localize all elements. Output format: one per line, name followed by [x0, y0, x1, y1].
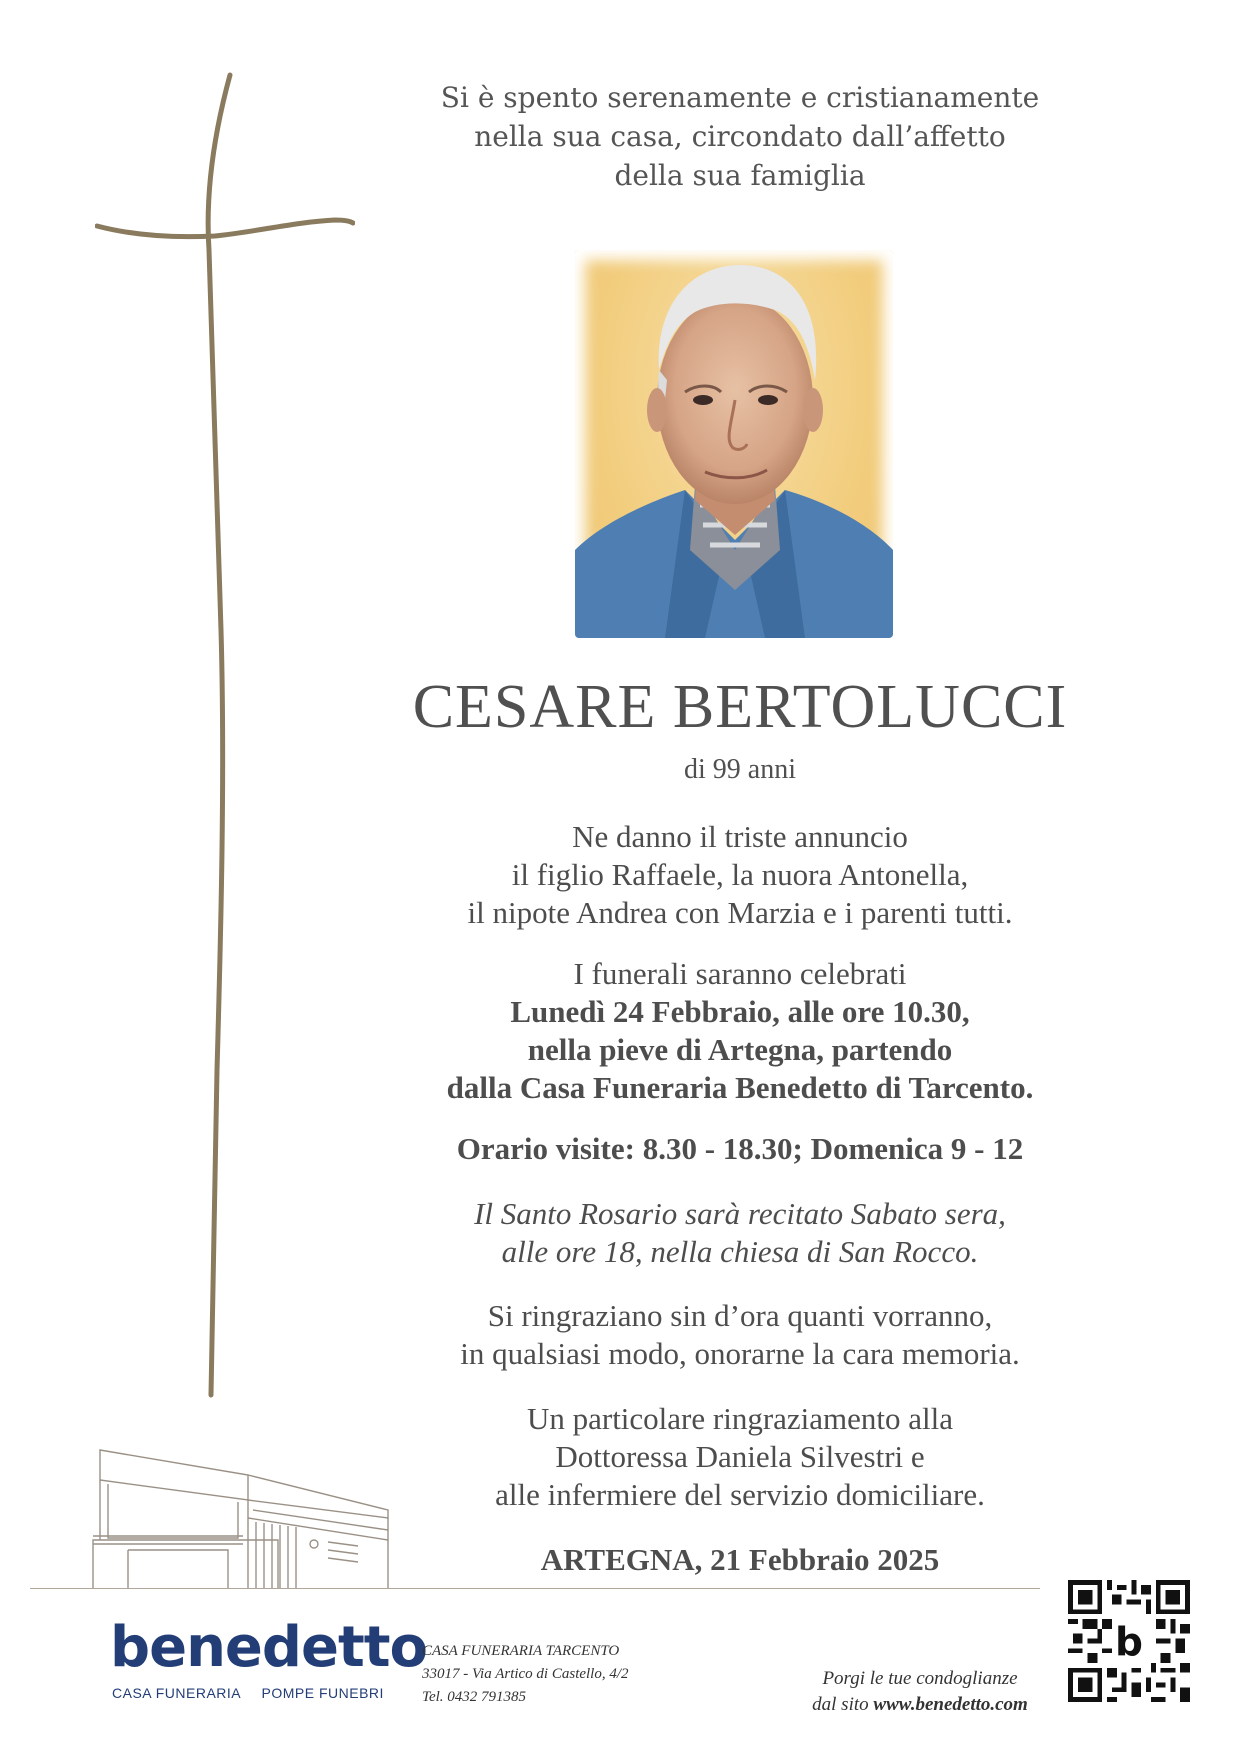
funeral-detail: dalla Casa Funeraria Benedetto di Tarcento. — [446, 1070, 1034, 1105]
intro-line: della sua famiglia — [614, 159, 866, 192]
rosary-line: alle ore 18, nella chiesa di San Rocco. — [501, 1234, 979, 1269]
brand-logo: benedetto — [110, 1615, 427, 1680]
funeral-detail: Lunedì 24 Febbraio, alle ore 10.30, — [510, 994, 970, 1029]
funeral-detail: nella pieve di Artegna, partendo — [527, 1032, 953, 1067]
special-thanks-line: alle infermiere del servizio domiciliare. — [495, 1477, 985, 1512]
portrait-photo — [575, 250, 893, 638]
address-line: CASA FUNERARIA TARCENTO — [422, 1643, 620, 1659]
condolences-site-line — [760, 1692, 1080, 1718]
deceased-age: di 99 anni — [684, 754, 796, 785]
intro-line: Si è spento serenamente e cristianamente — [440, 81, 1040, 114]
place-date: ARTEGNA, 21 Febbraio 2025 — [540, 1542, 940, 1577]
condolences-site-link[interactable]: www.benedetto.com — [873, 1694, 1028, 1715]
announcement-line: il figlio Raffaele, la nuora Antonella, — [511, 857, 969, 892]
address-line: Tel. 0432 791385 — [422, 1689, 527, 1705]
condolences-line: Porgi le tue condoglianze — [822, 1668, 1018, 1689]
thanks-text — [370, 1297, 1110, 1373]
footer-divider — [30, 1588, 1040, 1589]
visiting-hours: Orario visite: 8.30 - 18.30; Domenica 9 - 12 — [456, 1131, 1024, 1166]
qr-code-icon[interactable] — [1068, 1580, 1190, 1702]
address-line: 33017 - Via Artico di Castello, 4/2 — [422, 1666, 629, 1682]
funeral-intro: I funerali saranno celebrati — [573, 956, 907, 991]
building-line-art — [88, 1440, 408, 1590]
special-thanks — [370, 1400, 1110, 1514]
brand-tagline-right: POMPE FUNEBRI — [261, 1685, 384, 1701]
brand-tagline — [112, 1685, 384, 1701]
brand-tagline-left: CASA FUNERARIA — [112, 1685, 242, 1701]
condolences-note — [760, 1666, 1080, 1718]
announcement-line: il nipote Andrea con Marzia e i parenti tutti. — [467, 895, 1013, 930]
rosary-line: Il Santo Rosario sarà recitato Sabato sera, — [474, 1196, 1006, 1231]
thanks-line: in qualsiasi modo, onorarne la cara memoria. — [460, 1336, 1020, 1371]
special-thanks-line: Un particolare ringraziamento alla — [526, 1401, 954, 1436]
special-thanks-line: Dottoressa Daniela Silvestri e — [555, 1439, 925, 1474]
intro-text — [370, 78, 1110, 195]
funeral-home-address — [422, 1640, 702, 1709]
cross-icon — [95, 70, 355, 1400]
funeral-info — [370, 955, 1110, 1107]
deceased-name: CESARE BERTOLUCCI — [412, 673, 1068, 741]
qr-center-letter: b — [1115, 1620, 1143, 1666]
intro-line: nella sua casa, circondato dall’affetto — [474, 120, 1006, 153]
rosary-info — [370, 1195, 1110, 1271]
announcement — [370, 818, 1110, 932]
announcement-line: Ne danno il triste annuncio — [572, 819, 908, 854]
thanks-line: Si ringraziano sin d’ora quanti vorranno, — [487, 1298, 993, 1333]
condolences-prefix: dal sito — [812, 1694, 874, 1715]
